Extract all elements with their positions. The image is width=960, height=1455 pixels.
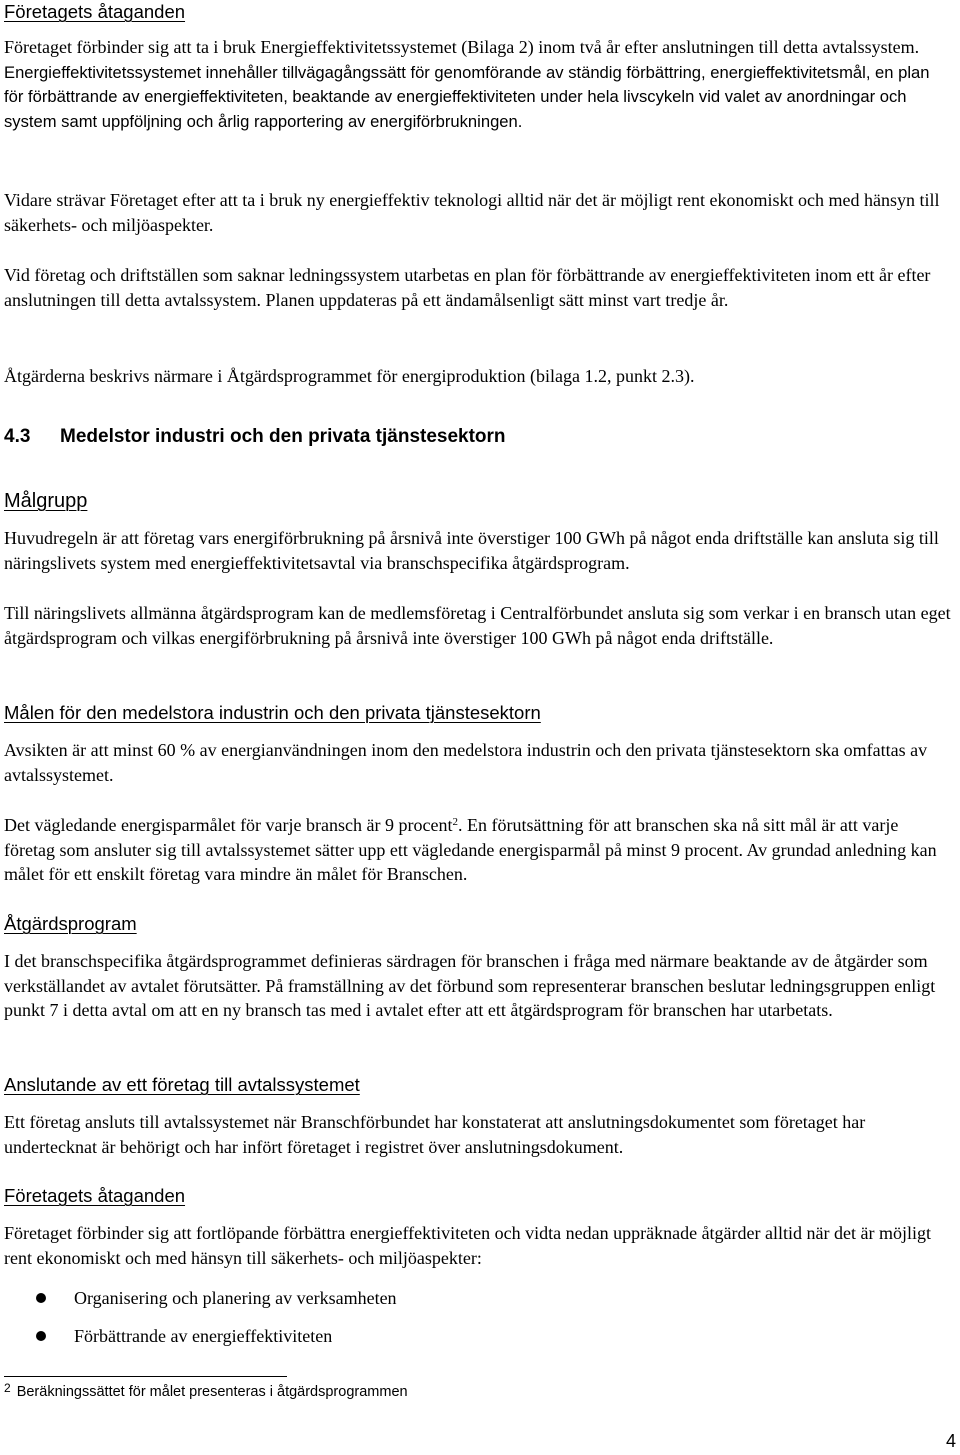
paragraph-allmanna-atgardsprogram: Till näringslivets allmänna åtgärdsprogram kan de medlemsföretag i Centralförbundet ansluta sig som verkar i en bransch utan eget åtgärdsprogram och vilkas energiförbrukning på årsnivå inte överstiger 100 GWh på något enda driftställe. [4,603,951,648]
footnote-marker: 2 [4,1381,11,1395]
heading-foretagets-ataganden: Företagets åtaganden [4,1185,186,1206]
paragraph-huvudregeln: Huvudregeln är att företag vars energiförbrukning på årsnivå inte överstiger 100 GWh på något enda driftställe kan ansluta sig till näringslivets system med energieffektivitetsavtal via branschspecifika åtgärdsprogram. [4,528,939,573]
page-number: 4 [945,1431,956,1451]
paragraph-energisparmal-start: Det vägledande energisparmålet för varje bransch är 9 procent [4,815,453,835]
section-title: Medelstor industri och den privata tjänstesektorn [60,426,506,447]
bullet-dot [36,1331,46,1341]
bullet-dot [36,1293,46,1303]
paragraph-branschspecifika: I det branschspecifika åtgärdsprogrammet definieras särdragen för branschen i fråga med närmare beaktande av de åtgärder som verkställandet av avtalet förutsätter. På framställning av det förbund som representerar branschen beslutar ledningsgruppen enligt punkt 7 i detta avtal om att en ny bransch tas med i avtalet efter att ett åtgärdsprogram för branschen har utarbetats. [4,951,936,1020]
paragraph-energisparmal [4,813,952,887]
heading-foretagets-ataganden-top: Företagets åtaganden [4,1,186,22]
footnote [4,1382,408,1402]
heading-anslutande: Anslutande av ett företag till avtalssystemet [4,1074,360,1095]
paragraph-ansluts: Ett företag ansluts till avtalssystemet när Branschförbundet har konstaterat att anslutningsdokumentet som företaget har undertecknat är behörigt och har infört företaget i registret över anslutningsdokument. [4,1112,866,1157]
paragraph-atgarderna: Åtgärderna beskrivs närmare i Åtgärdsprogrammet för energiproduktion (bilaga 1.2, punkt 2.3). [4,366,695,386]
section-heading-4-3 [4,424,952,450]
bullet-item: Förbättrande av energieffektiviteten [74,1326,333,1346]
heading-malgrupp: Målgrupp [4,490,88,512]
paragraph-energieffektivitetssystem [4,35,952,134]
footnote-separator [4,1376,287,1377]
bullet-item: Organisering och planering av verksamheten [74,1288,397,1308]
heading-atgardsprogram: Åtgärdsprogram [4,913,137,934]
paragraph-avsikten: Avsikten är att minst 60 % av energianvändningen inom den medelstora industrin och den privata tjänstesektorn ska omfattas av avtalssystemet. [4,740,928,785]
section-number: 4.3 [4,426,31,447]
heading-malen: Målen för den medelstora industrin och den privata tjänstesektorn [4,702,541,723]
footnote-text: Beräkningssättet för målet presenteras i åtgärdsprogrammen [16,1384,408,1400]
paragraph-sans-part: Energieffektivitetssystemet innehåller tillvägagångssätt för genomförande av ständig förbättring, energieffektivitetsmål, en plan för förbättrande av energieffektiviteten, beaktande av energieffektiviteten under hela livscykeln vid valet av anordningar och system samt uppföljning och årlig rapportering av energiförbrukningen. [4,62,930,131]
paragraph-ledningssystem: Vid företag och driftställen som saknar ledningssystem utarbetas en plan för förbättrande av energieffektiviteten inom ett år efter anslutningen till detta avtalssystem. Planen uppdateras på ett ändamålsenligt sätt minst vart tredje år. [4,265,931,310]
paragraph-fortlopande: Företaget förbinder sig att fortlöpande förbättra energieffektiviteten och vidta nedan uppräknade åtgärder alltid när det är möjligt rent ekonomiskt och med hänsyn till säkerhets- och miljöaspekter: [4,1223,931,1268]
paragraph-energisparmal-rest: . En förutsättning för att branschen ska nå sitt mål är att varje företag som ansluter sig till avtalssystemet sätter upp ett vägledande energisparmål på minst 9 procent. Av grundad anledning kan målet för ett enskilt företag vara mindre än målet för Branschen. [4,815,937,884]
footnote-reference[interactable]: 2 [452,816,458,828]
paragraph-ny-teknologi: Vidare strävar Företaget efter att ta i bruk ny energieffektiv teknologi alltid när det är möjligt rent ekonomiskt och med hänsyn till säkerhets- och miljöaspekter. [4,190,940,235]
paragraph-serif-part: Företaget förbinder sig att ta i bruk Energieffektivitetssystemet (Bilaga 2) inom två år efter anslutningen till detta avtalssystem. [4,37,920,57]
